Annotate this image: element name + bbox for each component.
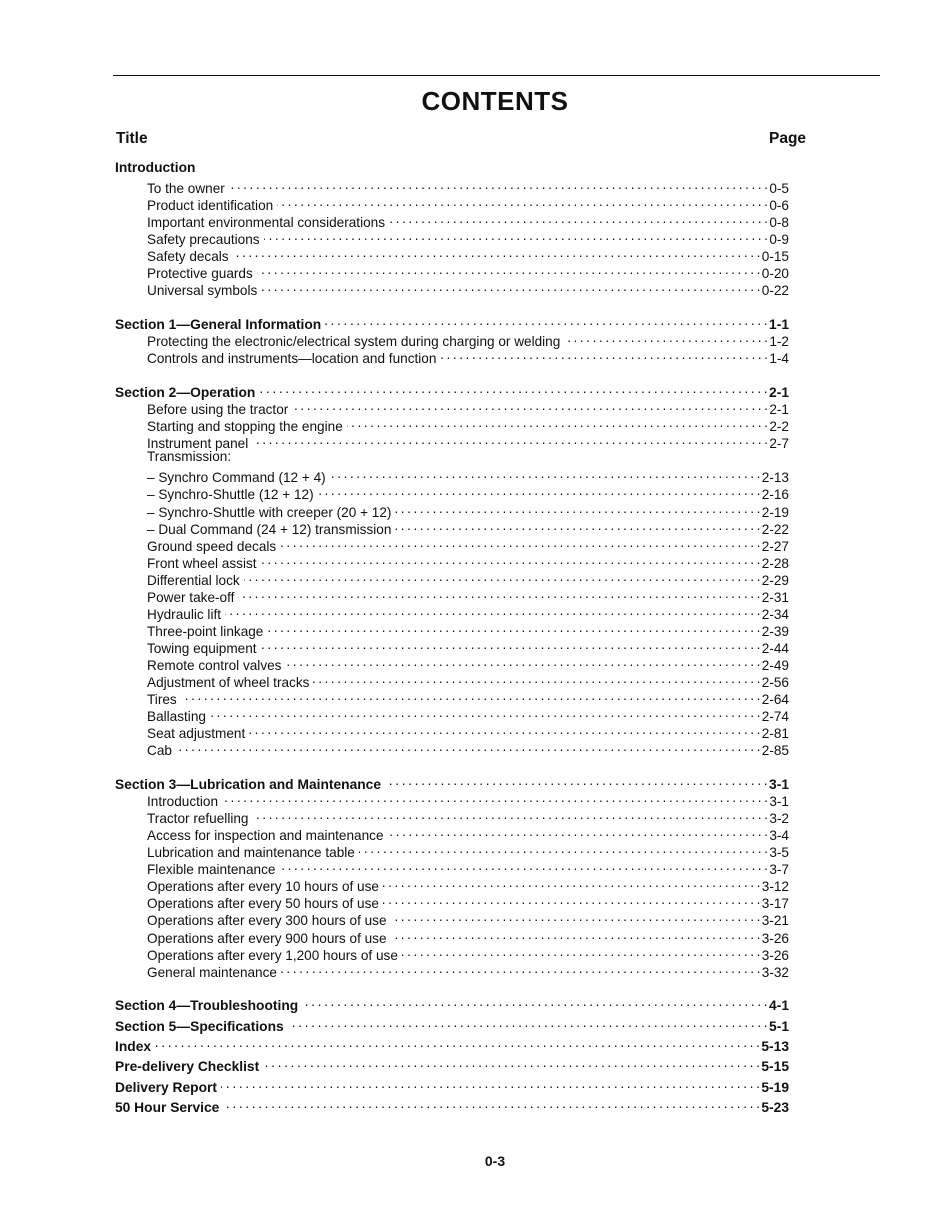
dot-leader <box>285 653 759 670</box>
toc-entry-page: 1-2 <box>769 334 789 350</box>
toc-entry-page: 3-32 <box>761 964 789 980</box>
toc-entry-page: 3-26 <box>761 930 789 946</box>
toc-entry-page: 2-22 <box>761 521 789 537</box>
toc-entry-page: 2-56 <box>761 675 789 690</box>
toc-entry[interactable] <box>147 585 789 605</box>
dot-leader <box>564 329 767 346</box>
toc-entry[interactable] <box>147 636 789 656</box>
toc-entry-page: 0-6 <box>769 198 789 214</box>
dot-leader <box>277 193 767 210</box>
toc-entry[interactable] <box>147 278 789 299</box>
toc-entry-page: 3-1 <box>769 777 789 793</box>
toc-entry-label: Delivery Report <box>115 1079 217 1095</box>
toc-entry[interactable] <box>147 943 789 963</box>
dot-leader <box>244 568 760 585</box>
toc-entry-label: Protective guards <box>147 266 253 282</box>
dot-leader <box>395 500 759 517</box>
dot-leader <box>389 210 767 227</box>
toc-entry-label: – Synchro-Shuttle with creeper (20 + 12) <box>147 504 392 520</box>
toc-section-entry[interactable] <box>115 1014 789 1034</box>
dot-leader <box>302 993 767 1010</box>
dot-leader <box>261 278 759 295</box>
toc-section-entry[interactable] <box>115 1054 789 1075</box>
dot-leader <box>229 176 768 193</box>
dot-leader <box>257 261 760 278</box>
toc-entry-page: 0-20 <box>761 266 789 282</box>
page-number: 0-3 <box>484 1153 506 1169</box>
toc-entry-label: Transmission: <box>147 449 232 465</box>
toc-entry[interactable] <box>147 244 789 265</box>
dot-leader <box>318 482 760 499</box>
toc-entry-label: Important environmental considerations <box>147 215 386 231</box>
toc-entry-page: 2-49 <box>761 657 789 673</box>
toc-entry[interactable] <box>147 960 789 980</box>
toc-entry[interactable] <box>147 721 789 742</box>
toc-entry-label: Front wheel assist <box>147 555 257 571</box>
toc-entry-label: Flexible maintenance <box>147 862 276 878</box>
toc-entry[interactable] <box>147 857 789 878</box>
dot-leader <box>402 943 760 960</box>
toc-entry[interactable] <box>147 261 789 282</box>
toc-entry-page: 5-1 <box>769 1018 789 1034</box>
toc-entry-page: 0-5 <box>769 181 789 197</box>
toc-entry-label: Instrument panel <box>147 436 249 452</box>
toc-entry[interactable] <box>147 465 789 486</box>
dot-leader <box>225 602 760 619</box>
toc-entry-page: 1-4 <box>769 351 789 367</box>
toc-entry-page: 3-4 <box>769 828 789 844</box>
toc-entry-page: 5-13 <box>761 1039 789 1055</box>
dot-leader <box>391 908 760 925</box>
toc-entry-label: Ground speed decals <box>147 538 277 554</box>
dot-leader <box>221 1075 759 1092</box>
dot-leader <box>259 380 767 397</box>
toc-entry-page: 0-22 <box>761 283 789 299</box>
toc-entry[interactable] <box>147 500 789 520</box>
dot-leader <box>388 823 768 840</box>
toc-entry-page: 2-81 <box>761 726 789 742</box>
toc-entry[interactable] <box>147 517 789 537</box>
toc-entry-page: 2-39 <box>761 623 789 639</box>
toc-entry-label: Adjustment of wheel tracks <box>147 675 310 690</box>
toc-entry[interactable] <box>147 738 789 759</box>
toc-entry-page: 2-1 <box>769 385 789 401</box>
dot-leader <box>330 465 760 482</box>
dot-leader <box>279 857 767 874</box>
dot-leader <box>238 585 759 602</box>
toc-entry-label: Hydraulic lift <box>147 606 222 622</box>
toc-entry-label: Section 2—Operation <box>115 385 256 401</box>
toc-entry-label: Tractor refuelling <box>147 811 249 827</box>
dot-leader <box>210 704 760 721</box>
dot-leader <box>181 687 760 704</box>
toc-entry-label: Tires <box>147 692 177 708</box>
dot-leader <box>263 1054 759 1071</box>
toc-section-entry[interactable] <box>115 1075 789 1095</box>
toc-entry[interactable] <box>147 670 789 690</box>
toc-entry[interactable] <box>147 840 789 861</box>
top-rule <box>113 75 880 76</box>
toc-entry-label: Cab <box>147 743 172 759</box>
toc-entry-label: Differential lock <box>147 572 240 588</box>
toc-entry-page: 2-34 <box>761 606 789 622</box>
toc-entry-label: 50 Hour Service <box>115 1099 220 1115</box>
toc-entry-page: 2-85 <box>761 743 789 759</box>
dot-leader <box>359 840 768 857</box>
toc-entry-page: 5-23 <box>761 1099 789 1115</box>
toc-entry[interactable] <box>147 346 789 367</box>
toc-entry-label: Towing equipment <box>147 640 257 656</box>
dot-leader <box>292 397 767 414</box>
toc-entry[interactable] <box>147 789 789 810</box>
toc-entry-page: 3-5 <box>769 845 789 861</box>
toc-entry[interactable] <box>147 687 789 708</box>
toc-entry[interactable] <box>147 806 789 827</box>
dot-leader <box>395 517 759 534</box>
toc-entry-label: Product identification <box>147 198 274 214</box>
toc-entry-label: Introduction <box>115 160 196 175</box>
toc-entry[interactable] <box>147 414 789 435</box>
toc-entry-label: Safety decals <box>147 249 229 265</box>
dot-leader <box>233 244 760 261</box>
toc-entry[interactable] <box>147 619 789 639</box>
toc-entry-page: 2-31 <box>761 589 789 605</box>
toc-entry[interactable] <box>147 227 789 248</box>
toc-entry-label: Operations after every 300 hours of use <box>147 913 387 929</box>
toc-entry-page: 5-19 <box>761 1079 789 1095</box>
toc-entry[interactable] <box>147 176 789 197</box>
toc-entry-page: 2-64 <box>761 692 789 708</box>
toc-section-entry[interactable] <box>115 993 789 1014</box>
dot-leader <box>267 619 759 636</box>
toc-entry-label: Protecting the electronic/electrical system during charging or welding <box>147 334 561 350</box>
toc-entry-label: Section 1—General Information <box>115 317 322 333</box>
toc-section-entry[interactable] <box>115 772 789 793</box>
toc-entry-label: Operations after every 900 hours of use <box>147 930 387 946</box>
dot-leader <box>440 346 767 363</box>
toc-entry-label: General maintenance <box>147 964 277 980</box>
column-header-title: Title <box>116 130 148 147</box>
toc-entry-label: Three-point linkage <box>147 623 264 639</box>
toc-entry[interactable] <box>147 568 789 588</box>
dot-leader <box>261 551 760 568</box>
toc-section-entry[interactable] <box>115 1095 789 1115</box>
toc-entry-page: 0-9 <box>769 232 789 248</box>
toc-entry[interactable] <box>147 908 789 929</box>
toc-entry-label: Controls and instruments—location and function <box>147 351 437 367</box>
toc-entry[interactable] <box>147 874 789 895</box>
toc-entry-label: Seat adjustment <box>147 726 246 742</box>
dot-leader <box>281 960 760 977</box>
toc-entry-label: To the owner <box>147 181 225 197</box>
toc-entry-label: Index <box>115 1039 152 1055</box>
toc-entry[interactable] <box>147 397 789 418</box>
toc-entry-label: Power take-off <box>147 589 235 605</box>
toc-entry-label: Operations after every 10 hours of use <box>147 879 379 895</box>
dot-leader <box>222 789 767 806</box>
toc-entry-page: 2-44 <box>761 640 789 656</box>
dot-leader <box>249 721 760 738</box>
toc-entry-label: – Synchro-Shuttle (12 + 12) <box>147 487 314 503</box>
dot-leader <box>347 414 768 431</box>
toc-entry[interactable] <box>147 704 789 725</box>
toc-entry-page: 3-21 <box>761 913 789 929</box>
toc-entry[interactable] <box>147 210 789 231</box>
toc-entry[interactable] <box>147 431 789 452</box>
toc-entry-page: 4-1 <box>769 998 789 1014</box>
dot-leader <box>252 431 767 448</box>
toc-entry-page: 2-28 <box>761 555 789 571</box>
toc-entry-label: Universal symbols <box>147 283 258 299</box>
toc-entry[interactable] <box>147 329 789 350</box>
toc-entry[interactable] <box>147 482 789 503</box>
dot-leader <box>383 891 760 908</box>
dot-leader <box>280 534 760 551</box>
dot-leader <box>155 1034 759 1051</box>
toc-entry-page: 2-1 <box>769 402 789 418</box>
dot-leader <box>325 312 767 329</box>
dot-leader <box>261 636 760 653</box>
toc-entry-label: Safety precautions <box>147 232 260 248</box>
page-title: CONTENTS <box>421 86 569 116</box>
dot-leader <box>383 874 760 891</box>
toc-section-entry[interactable] <box>115 312 789 333</box>
toc-entry[interactable] <box>147 926 789 946</box>
dot-leader <box>385 772 767 789</box>
toc-entry-label: Access for inspection and maintenance <box>147 828 384 844</box>
toc-entry-label: – Synchro Command (12 + 4) <box>147 470 326 486</box>
toc-entry-label: Operations after every 1,200 hours of use <box>147 947 398 963</box>
toc-entry-page: 5-15 <box>761 1059 789 1075</box>
toc-entry-label: Remote control valves <box>147 657 282 673</box>
toc-entry-page: 3-1 <box>769 794 789 810</box>
dot-leader <box>253 806 768 823</box>
toc-entry-page: 1-1 <box>769 317 789 333</box>
toc-entry[interactable] <box>147 602 789 622</box>
toc-entry-page: 2-7 <box>769 436 789 452</box>
toc-entry-page: 2-13 <box>761 470 789 486</box>
toc-entry[interactable] <box>147 823 789 844</box>
toc-entry-page: 0-8 <box>769 215 789 231</box>
toc-entry-label: Before using the tractor <box>147 402 289 418</box>
toc-entry[interactable] <box>147 551 789 571</box>
toc-entry-page: 2-27 <box>761 538 789 554</box>
toc-entry[interactable] <box>147 193 789 214</box>
toc-entry-label: Starting and stopping the engine <box>147 419 343 435</box>
toc-entry[interactable] <box>147 653 789 673</box>
dot-leader <box>391 926 760 943</box>
dot-leader <box>264 227 768 244</box>
toc-entry-label: Introduction <box>147 794 219 810</box>
toc-entry-label: Operations after every 50 hours of use <box>147 896 379 912</box>
dot-leader <box>176 738 760 755</box>
dot-leader <box>288 1014 767 1031</box>
toc-entry-page: 3-12 <box>761 879 789 895</box>
toc-entry-page: 3-7 <box>769 862 789 878</box>
toc-entry-label: Pre-delivery Checklist <box>115 1059 260 1075</box>
toc-entry-label: – Dual Command (24 + 12) transmission <box>147 521 392 537</box>
toc-section-entry[interactable] <box>115 159 789 176</box>
toc-entry-page: 2-74 <box>761 709 789 725</box>
toc-entry-page: 3-17 <box>761 896 789 912</box>
toc-entry-label: Lubrication and maintenance table <box>147 845 355 861</box>
toc-entry-page: 3-2 <box>769 811 789 827</box>
toc-entry-label: Section 4—Troubleshooting <box>115 998 299 1014</box>
toc-entry-page: 2-2 <box>769 419 789 435</box>
toc-section-entry[interactable] <box>115 380 789 401</box>
toc-entry-label: Ballasting <box>147 709 206 725</box>
column-header-page: Page <box>769 130 807 147</box>
toc-entry-page: 0-15 <box>761 249 789 265</box>
toc-entry-page: 3-26 <box>761 947 789 963</box>
toc-section-entry[interactable] <box>115 1034 789 1055</box>
toc-entry[interactable] <box>147 448 789 465</box>
toc-entry[interactable] <box>147 534 789 554</box>
toc-entry-page: 2-16 <box>761 487 789 503</box>
toc-entry[interactable] <box>147 891 789 912</box>
dot-leader <box>223 1095 759 1112</box>
toc-entry-label: Section 5—Specifications <box>115 1018 284 1034</box>
dot-leader <box>313 670 759 687</box>
toc-entry-page: 2-19 <box>761 504 789 520</box>
toc-entry-page: 2-29 <box>761 572 789 588</box>
toc-entry-label: Section 3—Lubrication and Maintenance <box>115 777 382 793</box>
